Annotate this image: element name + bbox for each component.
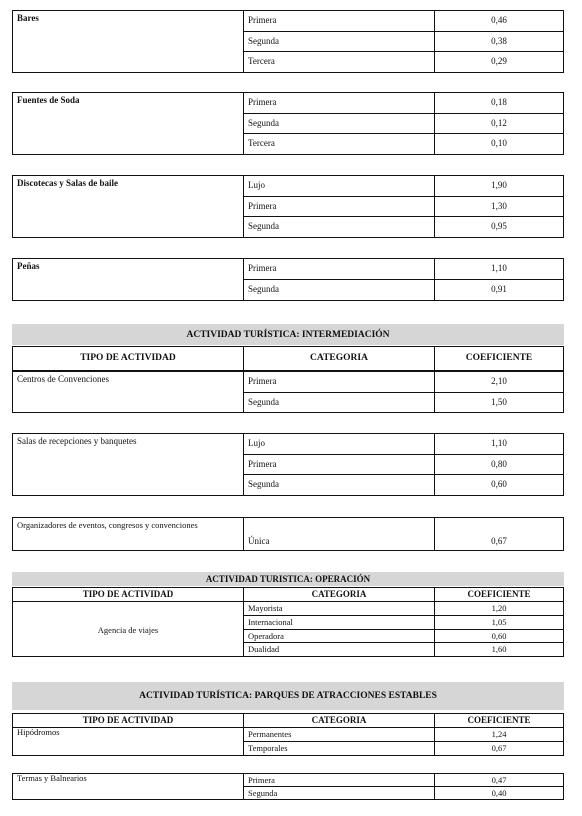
table-header-row <box>13 347 564 371</box>
section-title-intermediacion: ACTIVIDAD TURÍSTICA: INTERMEDIACIÓN <box>12 324 564 345</box>
coefficient-cell: 0,38 <box>435 31 564 52</box>
column-header-categoria: CATEGORIA <box>244 347 435 371</box>
category-cell: Segunda <box>244 280 435 301</box>
table-header-row <box>13 714 564 728</box>
table-row <box>13 372 564 393</box>
table-centros-convenciones <box>12 371 564 413</box>
coefficient-cell: 0,80 <box>435 454 564 475</box>
category-cell: Lujo <box>244 176 435 197</box>
activity-name: Discotecas y Salas de baile <box>13 176 244 238</box>
coefficient-cell: 0,29 <box>435 52 564 73</box>
coefficient-cell: 1,30 <box>435 196 564 217</box>
category-cell: Permanentes <box>244 728 435 742</box>
category-cell: Segunda <box>244 475 435 496</box>
section-title-parques: ACTIVIDAD TURÍSTICA: PARQUES DE ATRACCIONES ESTABLES <box>12 682 564 710</box>
category-cell: Segunda <box>244 392 435 413</box>
category-cell: Primera <box>244 774 435 787</box>
category-cell: Segunda <box>244 31 435 52</box>
category-cell: Primera <box>244 196 435 217</box>
table-bares <box>12 10 564 73</box>
coefficient-cell: 0,10 <box>435 134 564 155</box>
table-hipodromos <box>12 713 564 756</box>
activity-name: Fuentes de Soda <box>13 93 244 155</box>
category-cell: Primera <box>244 259 435 280</box>
table-agencia-viajes <box>12 587 564 657</box>
coefficient-cell: 1,10 <box>435 259 564 280</box>
activity-name: Hipódromos <box>13 728 244 756</box>
category-cell: Segunda <box>244 217 435 238</box>
coefficient-cell: 0,18 <box>435 93 564 114</box>
coefficient-cell: 2,10 <box>435 372 564 393</box>
column-header-categoria: CATEGORIA <box>244 714 435 728</box>
category-cell: Tercera <box>244 134 435 155</box>
coefficient-cell: 1,10 <box>435 434 564 455</box>
section-title-operacion: ACTIVIDAD TURISTICA: OPERACIÓN <box>12 572 564 586</box>
column-header-categoria: CATEGORIA <box>244 588 435 602</box>
table-termas <box>12 773 564 800</box>
activity-name: Organizadores de eventos, congresos y convenciones <box>13 518 244 551</box>
table-fuentes-de-soda <box>12 92 564 155</box>
activity-name: Termas y Balnearios <box>13 774 244 800</box>
category-cell: Segunda <box>244 113 435 134</box>
activity-name: Bares <box>13 11 244 73</box>
table-row <box>13 434 564 455</box>
table-row <box>13 11 564 32</box>
coefficient-cell: 1,60 <box>435 643 564 657</box>
column-header-coeficiente: COEFICIENTE <box>435 588 564 602</box>
table-header-intermediacion <box>12 346 564 371</box>
category-cell: Mayorista <box>244 602 435 616</box>
coefficient-cell: 0,12 <box>435 113 564 134</box>
category-cell: Primera <box>244 454 435 475</box>
column-header-tipo: TIPO DE ACTIVIDAD <box>13 588 244 602</box>
category-cell: Operadora <box>244 629 435 643</box>
column-header-coeficiente: COEFICIENTE <box>435 347 564 371</box>
table-row <box>13 774 564 787</box>
coefficient-cell: 0,40 <box>435 787 564 800</box>
category-cell: Única <box>244 518 435 551</box>
coefficient-cell: 0,67 <box>435 742 564 756</box>
table-row <box>13 259 564 280</box>
category-cell: Internacional <box>244 616 435 630</box>
category-cell: Primera <box>244 372 435 393</box>
coefficient-cell: 1,24 <box>435 728 564 742</box>
coefficient-cell: 1,90 <box>435 176 564 197</box>
table-salas-recepciones <box>12 433 564 496</box>
table-discotecas <box>12 175 564 238</box>
activity-name: Centros de Convenciones <box>13 372 244 413</box>
coefficient-cell: 1,50 <box>435 392 564 413</box>
coefficient-cell: 0,47 <box>435 774 564 787</box>
coefficient-cell: 0,60 <box>435 629 564 643</box>
table-row <box>13 602 564 616</box>
category-cell: Primera <box>244 11 435 32</box>
table-organizadores <box>12 517 564 551</box>
category-cell: Lujo <box>244 434 435 455</box>
coefficient-cell: 0,91 <box>435 280 564 301</box>
column-header-coeficiente: COEFICIENTE <box>435 714 564 728</box>
category-cell: Segunda <box>244 787 435 800</box>
table-row <box>13 93 564 114</box>
column-header-tipo: TIPO DE ACTIVIDAD <box>13 347 244 371</box>
coefficient-cell: 1,20 <box>435 602 564 616</box>
table-penas <box>12 258 564 301</box>
category-cell: Temporales <box>244 742 435 756</box>
table-row <box>13 518 564 551</box>
activity-name: Salas de recepciones y banquetes <box>13 434 244 496</box>
coefficient-cell: 1,05 <box>435 616 564 630</box>
activity-name: Agencia de viajes <box>13 602 244 657</box>
coefficient-cell: 0,95 <box>435 217 564 238</box>
table-row <box>13 728 564 742</box>
table-row <box>13 176 564 197</box>
coefficient-cell: 0,46 <box>435 11 564 32</box>
activity-name: Peñas <box>13 259 244 301</box>
category-cell: Dualidad <box>244 643 435 657</box>
coefficient-cell: 0,67 <box>435 518 564 551</box>
category-cell: Primera <box>244 93 435 114</box>
column-header-tipo: TIPO DE ACTIVIDAD <box>13 714 244 728</box>
coefficient-cell: 0,60 <box>435 475 564 496</box>
category-cell: Tercera <box>244 52 435 73</box>
table-header-row <box>13 588 564 602</box>
